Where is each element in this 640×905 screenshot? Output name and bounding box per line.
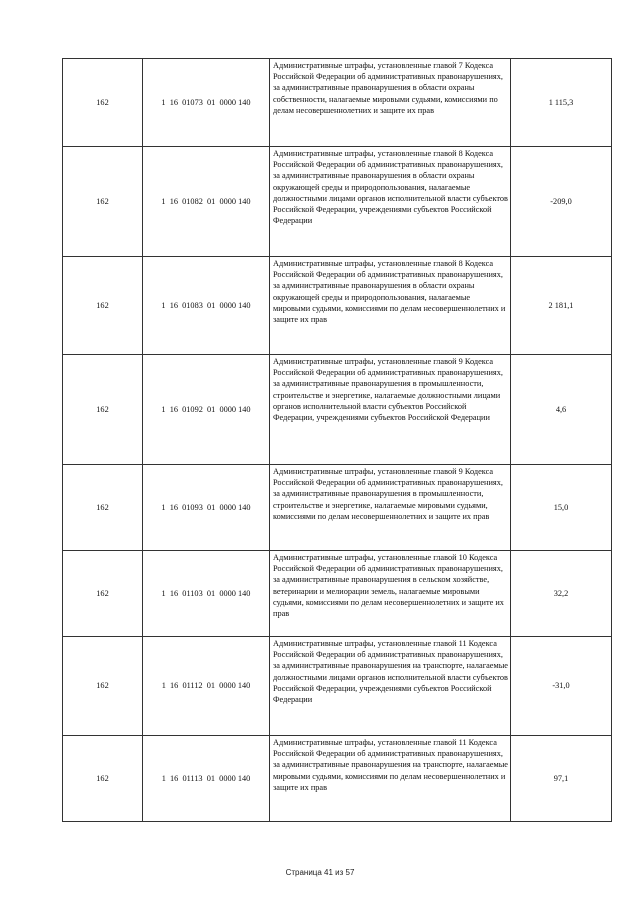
revenue-name-cell: Административные штрафы, установленные главой 9 Кодекса Российской Федерации об административных правонарушениях, за административные правонарушения в промышленности, строительстве и энергетике, налагаемые должностными лицами органов исполнительной власти субъектов Российской Федерации, учреждениями субъектов Российской Федерации — [270, 355, 511, 465]
amount-cell: 97,1 — [511, 736, 612, 822]
table-row — [63, 59, 612, 147]
revenue-name-cell: Административные штрафы, установленные главой 9 Кодекса Российской Федерации об административных правонарушениях, за административные правонарушения в промышленности, строительстве и энергетике, налагаемые мировыми судьями, комиссиями по делам несовершеннолетних и защите их прав — [270, 465, 511, 551]
budget-code-cell: 1 16 01103 01 0000 140 — [143, 551, 270, 637]
budget-code-cell: 1 16 01082 01 0000 140 — [143, 147, 270, 257]
revenue-name-cell: Административные штрафы, установленные главой 10 Кодекса Российской Федерации об административных правонарушениях, за административные правонарушения в сельском хозяйстве, ветеринарии и мелиорации земель, налагаемые мировыми судьями, комиссиями по делам несовершеннолетних и защите их прав — [270, 551, 511, 637]
table-row — [63, 257, 612, 355]
amount-cell: 32,2 — [511, 551, 612, 637]
amount-cell: -31,0 — [511, 637, 612, 736]
admin-code-cell: 162 — [63, 257, 143, 355]
amount-cell: 15,0 — [511, 465, 612, 551]
table-row — [63, 551, 612, 637]
budget-code-cell: 1 16 01092 01 0000 140 — [143, 355, 270, 465]
revenue-name-cell: Административные штрафы, установленные главой 8 Кодекса Российской Федерации об административных правонарушениях, за административные правонарушения в области охраны окружающей среды и природопользования, налагаемые должностными лицами органов исполнительной власти субъектов Российской Федерации, учреждениями субъектов Российской Федерации — [270, 147, 511, 257]
admin-code-cell: 162 — [63, 59, 143, 147]
table-row — [63, 147, 612, 257]
admin-code-cell: 162 — [63, 465, 143, 551]
budget-code-cell: 1 16 01093 01 0000 140 — [143, 465, 270, 551]
revenue-name-cell: Административные штрафы, установленные главой 11 Кодекса Российской Федерации об административных правонарушениях, за административные правонарушения на транспорте, налагаемые должностными лицами органов исполнительной власти субъектов Российской Федерации, учреждениями субъектов Российской Федерации — [270, 637, 511, 736]
budget-code-cell: 1 16 01113 01 0000 140 — [143, 736, 270, 822]
amount-cell: 4,6 — [511, 355, 612, 465]
revenue-name-cell: Административные штрафы, установленные главой 11 Кодекса Российской Федерации об административных правонарушениях, за административные правонарушения на транспорте, налагаемые мировыми судьями, комиссиями по делам несовершеннолетних и защите их прав — [270, 736, 511, 822]
revenue-table — [62, 58, 612, 822]
table-row — [63, 465, 612, 551]
table-row — [63, 637, 612, 736]
table-row — [63, 736, 612, 822]
admin-code-cell: 162 — [63, 355, 143, 465]
admin-code-cell: 162 — [63, 637, 143, 736]
budget-code-cell: 1 16 01112 01 0000 140 — [143, 637, 270, 736]
revenue-name-cell: Административные штрафы, установленные главой 8 Кодекса Российской Федерации об административных правонарушениях, за административные правонарушения в области охраны окружающей среды и природопользования, налагаемые мировыми судьями, комиссиями по делам несовершеннолетних и защите их прав — [270, 257, 511, 355]
admin-code-cell: 162 — [63, 551, 143, 637]
revenue-name-cell: Административные штрафы, установленные главой 7 Кодекса Российской Федерации об административных правонарушениях, за административные правонарушения в области охраны собственности, налагаемые мировыми судьями, комиссиями по делам несовершеннолетних и защите их прав — [270, 59, 511, 147]
page-number: Страница 41 из 57 — [285, 868, 355, 877]
admin-code-cell: 162 — [63, 736, 143, 822]
amount-cell: 2 181,1 — [511, 257, 612, 355]
amount-cell: -209,0 — [511, 147, 612, 257]
admin-code-cell: 162 — [63, 147, 143, 257]
budget-code-cell: 1 16 01083 01 0000 140 — [143, 257, 270, 355]
amount-cell: 1 115,3 — [511, 59, 612, 147]
table-row — [63, 355, 612, 465]
budget-code-cell: 1 16 01073 01 0000 140 — [143, 59, 270, 147]
